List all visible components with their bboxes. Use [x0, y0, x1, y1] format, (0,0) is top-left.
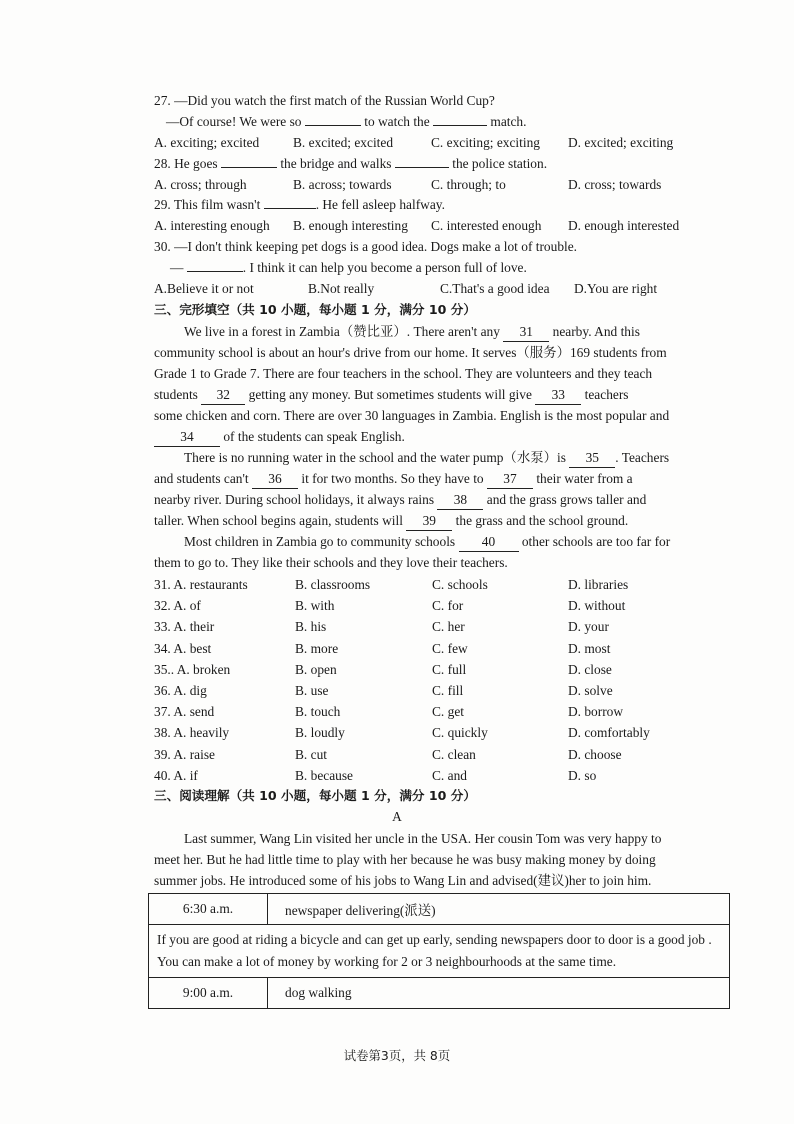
q27-text-c: match. [490, 114, 527, 129]
job-cell: dog walking [285, 985, 352, 1000]
q29-option-d[interactable]: D. enough interested [568, 218, 680, 233]
blank-37[interactable]: 37 [487, 470, 533, 489]
cloze-option[interactable]: 35.. A. broken [154, 661, 231, 677]
cloze-option[interactable]: D. so [568, 767, 597, 783]
cloze-option[interactable]: B. classrooms [295, 577, 371, 592]
cloze-option[interactable]: C. full [432, 661, 467, 677]
q28-option-c[interactable]: C. through; to [431, 177, 506, 192]
q28-text-a: 28. He goes [154, 156, 218, 171]
cloze-option[interactable]: 37. A. send [154, 704, 215, 720]
passage-text: it for two months. So they have to [301, 471, 484, 486]
time-cell: 9:00 a.m. [149, 978, 268, 1008]
cloze-option[interactable]: B. cut [295, 746, 327, 762]
q30-option-b[interactable]: B.Not really [308, 281, 375, 296]
cloze-option[interactable]: 32. A. of [154, 598, 201, 614]
q30-text-a: — [170, 260, 184, 275]
passage-line [184, 323, 640, 342]
q27-option-c[interactable]: C. exciting; exciting [431, 135, 540, 150]
passage-text: and the grass grows taller and [486, 492, 647, 507]
cloze-option[interactable]: 39. A. raise [154, 746, 215, 762]
job-cell: newspaper delivering(派送) [285, 902, 436, 918]
q29-stem [154, 196, 445, 214]
cloze-option[interactable]: C. clean [432, 746, 476, 762]
cloze-option[interactable]: 40. A. if [154, 767, 198, 783]
q30-line2 [170, 259, 527, 277]
cloze-option[interactable]: 33. A. their [154, 619, 215, 635]
passage-text: nearby. And this [552, 324, 640, 339]
passage-line [154, 512, 628, 531]
passage-text: their water from a [536, 471, 633, 486]
passage-line: Grade 1 to Grade 7. There are four teachers in the school. They are volunteers and they teach [154, 366, 653, 381]
passage-text: and students can't [154, 471, 249, 486]
q27-option-a[interactable]: A. exciting; excited [154, 135, 260, 150]
cloze-option[interactable]: D. solve [568, 683, 613, 698]
reading-line: meet her. But he had little time to play with her because he was busy making money by doing [154, 852, 656, 867]
table-row [149, 978, 729, 1008]
time-cell: 6:30 a.m. [149, 894, 268, 924]
passage-line: community school is about an hour's drive from our home. It serves（服务）169 students from [154, 345, 667, 360]
description-cell: If you are good at riding a bicycle and can get up early, sending newspapers door to door is a good job . You can make a lot of money by working for 2 or 3 neighbourhoods at the same time. [157, 932, 712, 969]
blank-33[interactable]: 33 [535, 386, 581, 405]
cloze-option[interactable]: B. his [295, 619, 327, 635]
jobs-table [148, 893, 730, 1009]
q27-line2 [166, 113, 526, 131]
cloze-option[interactable]: B. open [295, 661, 337, 677]
passage-text: nearby river. During school holidays, it always rains [154, 492, 435, 507]
q28-option-a[interactable]: A. cross; through [154, 177, 247, 192]
passage-line [154, 428, 405, 447]
q30-text-b: . I think it can help you become a person full of love. [242, 260, 527, 275]
q27-text-a: —Of course! We were so [166, 114, 302, 129]
section-reading-title: 三、阅读理解（共 10 小题，每小题 1 分，满分 10 分） [154, 788, 476, 803]
cloze-option[interactable]: D. libraries [568, 577, 629, 592]
passage-text: other schools are too far for [521, 534, 671, 549]
passage-text: getting any money. But sometimes students will give [248, 387, 532, 402]
passage-text: of the students can speak English. [223, 429, 405, 444]
passage-text: . Teachers [615, 450, 670, 465]
q28-blank-2[interactable] [395, 167, 449, 168]
cloze-option[interactable]: D. borrow [568, 704, 624, 720]
cloze-option[interactable]: 31. A. restaurants [154, 577, 248, 592]
table-row [149, 894, 729, 925]
passage-line [184, 533, 670, 552]
blank-32[interactable]: 32 [201, 386, 245, 405]
q30-option-d[interactable]: D.You are right [574, 281, 658, 296]
passage-text: taller. When school begins again, students will [154, 513, 403, 528]
blank-40[interactable]: 40 [459, 533, 519, 552]
cloze-option[interactable]: C. quickly [432, 725, 488, 741]
cloze-option[interactable]: B. with [295, 598, 335, 614]
passage-text: We live in a forest in Zambia（赞比亚）. There aren't any [184, 324, 500, 339]
q29-text-b: . He fell asleep halfway. [315, 197, 445, 212]
q27-option-d[interactable]: D. excited; exciting [568, 135, 674, 150]
passage-line: them to go to. They like their schools and they love their teachers. [154, 555, 508, 570]
section-cloze-title: 三、完形填空（共 10 小题，每小题 1 分，满分 10 分） [154, 302, 476, 317]
q27-stem: 27. —Did you watch the first match of the Russian World Cup? [154, 93, 495, 108]
q29-option-a[interactable]: A. interesting enough [154, 218, 270, 233]
cloze-option[interactable]: C. and [432, 767, 467, 783]
cloze-option[interactable]: B. touch [295, 704, 341, 720]
q28-option-d[interactable]: D. cross; towards [568, 177, 662, 192]
blank-36[interactable]: 36 [252, 470, 298, 489]
reading-line: Last summer, Wang Lin visited her uncle in the USA. Her cousin Tom was very happy to [184, 831, 662, 846]
cloze-option[interactable]: B. use [295, 683, 329, 698]
passage-text: Most children in Zambia go to community schools [184, 534, 456, 549]
q29-text-a: 29. This film wasn't [154, 197, 261, 212]
blank-31[interactable]: 31 [503, 323, 549, 342]
cloze-option[interactable]: D. close [568, 661, 612, 677]
table-row [149, 925, 729, 978]
cloze-option[interactable]: B. loudly [295, 725, 345, 741]
passage-line [154, 386, 629, 405]
cloze-option[interactable]: B. more [295, 640, 339, 656]
cloze-option[interactable]: B. because [295, 767, 354, 783]
passage-line [184, 449, 669, 468]
cloze-option[interactable]: C. fill [432, 683, 464, 698]
passage-text: the grass and the school ground. [455, 513, 629, 528]
q30-option-a[interactable]: A.Believe it or not [154, 281, 254, 296]
cloze-option[interactable]: C. for [432, 598, 464, 614]
blank-35[interactable]: 35 [569, 449, 615, 468]
cloze-option[interactable]: 36. A. dig [154, 683, 207, 698]
blank-34[interactable]: 34 [154, 428, 220, 447]
passage-line [154, 470, 633, 489]
cloze-option[interactable]: C. get [432, 704, 464, 720]
q29-option-c[interactable]: C. interested enough [431, 218, 542, 233]
passage-line [154, 491, 646, 510]
blank-39[interactable]: 39 [406, 512, 452, 531]
q27-option-b[interactable]: B. excited; excited [293, 135, 394, 150]
cloze-option[interactable]: D. comfortably [568, 725, 650, 741]
q30-option-c[interactable]: C.That's a good idea [440, 281, 550, 296]
q30-stem: 30. —I don't think keeping pet dogs is a good idea. Dogs make a lot of trouble. [154, 239, 578, 254]
cloze-option[interactable]: C. her [432, 619, 465, 635]
cloze-option[interactable]: D. most [568, 640, 611, 656]
q27-text-b: to watch the [364, 114, 430, 129]
q27-blank-1[interactable] [305, 125, 361, 126]
passage-text: students [154, 387, 198, 402]
cloze-option[interactable]: 34. A. best [154, 640, 212, 656]
q29-option-b[interactable]: B. enough interesting [293, 218, 408, 233]
cloze-option[interactable]: C. few [432, 640, 468, 656]
q28-text-c: the police station. [452, 156, 548, 171]
q28-text-b: the bridge and walks [280, 156, 392, 171]
q28-stem [154, 155, 547, 173]
reading-line: summer jobs. He introduced some of his jobs to Wang Lin and advised(建议)her to join him. [154, 873, 652, 888]
cloze-option[interactable]: D. without [568, 598, 626, 614]
reading-part-label: A [392, 809, 402, 824]
q30-blank[interactable] [187, 271, 243, 272]
q27-blank-2[interactable] [433, 125, 487, 126]
q29-blank[interactable] [264, 208, 316, 209]
passage-text: There is no running water in the school and the water pump（水泵）is [184, 450, 566, 465]
cloze-option[interactable]: D. choose [568, 746, 622, 762]
cloze-option[interactable]: D. your [568, 619, 609, 635]
page-footer: 试卷第3页，共 8页 [343, 1048, 451, 1063]
cloze-option[interactable]: 38. A. heavily [154, 725, 230, 741]
cloze-option[interactable]: C. schools [432, 577, 488, 592]
passage-line: some chicken and corn. There are over 30 languages in Zambia. English is the most popular and [154, 408, 670, 423]
blank-38[interactable]: 38 [437, 491, 483, 510]
q28-blank-1[interactable] [221, 167, 277, 168]
q28-option-b[interactable]: B. across; towards [293, 177, 392, 192]
passage-text: teachers [584, 387, 629, 402]
